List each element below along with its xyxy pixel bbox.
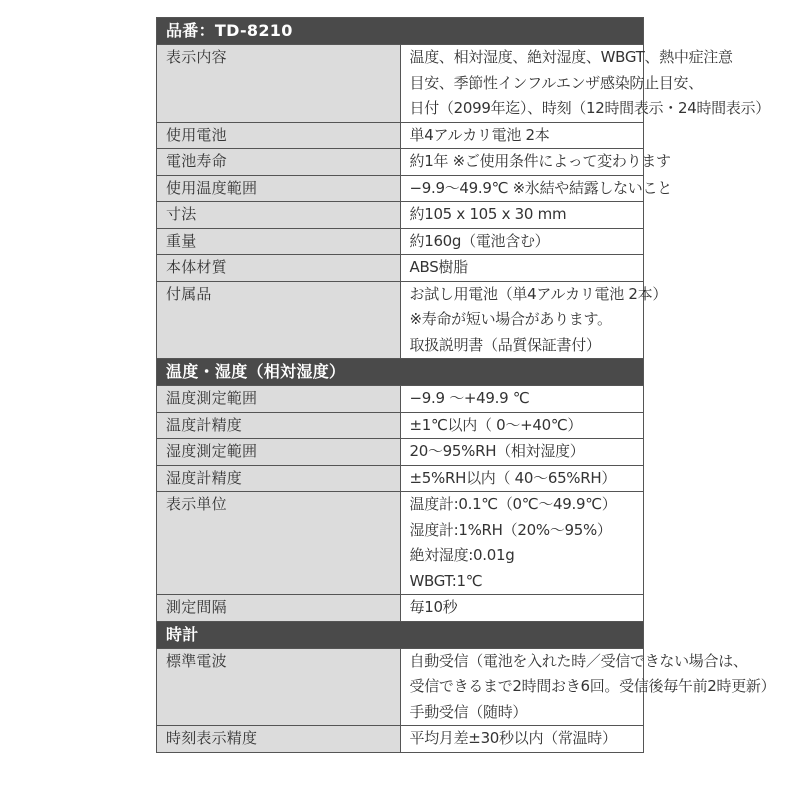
- spec-label: 時刻表示精度: [157, 726, 401, 753]
- spec-value-line: 温度計:0.1℃（0℃〜49.9℃）: [409, 495, 617, 513]
- spec-value: [400, 648, 776, 726]
- spec-value-line: 湿度計:1%RH（20%〜95%）: [409, 520, 612, 539]
- spec-row: [157, 726, 644, 753]
- spec-label: 寸法: [157, 202, 401, 229]
- spec-row: [157, 281, 644, 359]
- spec-label: 重量: [157, 228, 401, 255]
- spec-label: 電池寿命: [157, 149, 401, 176]
- section-header: [157, 621, 644, 648]
- spec-value: [400, 465, 644, 492]
- spec-value-line: 受信できるまで2時間おき6回。受信後毎午前2時更新）: [409, 677, 776, 695]
- spec-value-line: ±1℃以内（ 0〜+40℃）: [409, 415, 583, 434]
- spec-value-line: ※寿命が短い場合があります。: [409, 310, 612, 328]
- spec-label: 湿度計精度: [157, 465, 401, 492]
- spec-value-line: 温度、相対湿度、絶対湿度、WBGT、熱中症注意: [409, 48, 733, 66]
- spec-value-line: 単4アルカリ電池 2本: [409, 125, 550, 144]
- spec-value-line: 絶対湿度:0.01g: [409, 546, 515, 564]
- spec-value-line: 目安、季節性インフルエンザ感染防止目安、: [409, 73, 703, 92]
- spec-row: [157, 175, 644, 202]
- spec-label: 温度計精度: [157, 412, 401, 439]
- spec-label: 表示単位: [157, 492, 401, 595]
- spec-value: [400, 412, 644, 439]
- spec-label: 温度測定範囲: [157, 386, 401, 413]
- spec-row: [157, 439, 644, 466]
- spec-row: [157, 228, 644, 255]
- spec-table: [156, 17, 776, 753]
- spec-value: [400, 45, 770, 123]
- section-title: 品番：TD-8210: [157, 18, 644, 45]
- spec-label: 測定間隔: [157, 595, 401, 622]
- section-header: [157, 359, 644, 386]
- spec-value-line: ABS樹脂: [409, 258, 468, 276]
- spec-value: [400, 255, 644, 282]
- spec-value-line: WBGT:1℃: [409, 571, 483, 590]
- spec-row: [157, 412, 644, 439]
- spec-row: [157, 202, 644, 229]
- spec-label: 本体材質: [157, 255, 401, 282]
- spec-value: [400, 439, 644, 466]
- spec-value-line: −9.9 〜+49.9 ℃: [409, 389, 530, 407]
- spec-value: [400, 595, 644, 622]
- section-title: 温度・湿度（相対湿度）: [157, 359, 644, 386]
- section-header: [157, 18, 644, 45]
- spec-row: [157, 492, 644, 595]
- spec-label: 表示内容: [157, 45, 401, 123]
- spec-row: [157, 595, 644, 622]
- spec-value: [400, 281, 668, 359]
- spec-label: 標準電波: [157, 648, 401, 726]
- spec-value: [400, 492, 644, 595]
- spec-value: [400, 202, 644, 229]
- spec-value: [400, 386, 644, 413]
- spec-label: 使用温度範囲: [157, 175, 401, 202]
- spec-label: 使用電池: [157, 122, 401, 149]
- spec-label: 湿度測定範囲: [157, 439, 401, 466]
- spec-row: [157, 149, 644, 176]
- spec-value-line: −9.9〜49.9℃ ※氷結や結露しないこと: [409, 178, 672, 197]
- spec-value-line: 取扱説明書（品質保証書付）: [409, 335, 601, 354]
- spec-row: [157, 255, 644, 282]
- spec-row: [157, 122, 644, 149]
- spec-row: [157, 465, 644, 492]
- spec-value: [400, 175, 672, 202]
- spec-value-line: ±5%RH以内（ 40〜65%RH）: [409, 468, 617, 487]
- spec-value-line: お試し用電池（単4アルカリ電池 2本）: [409, 284, 668, 303]
- spec-value: [400, 726, 644, 753]
- spec-value-line: 手動受信（随時）: [409, 702, 528, 721]
- spec-value: [400, 228, 644, 255]
- spec-value-line: 毎10秒: [409, 598, 458, 616]
- spec-value-line: 平均月差±30秒以内（常温時）: [409, 729, 617, 747]
- spec-label: 付属品: [157, 281, 401, 359]
- spec-value-line: 日付（2099年迄）、時刻（12時間表示・24時間表示）: [409, 99, 770, 117]
- spec-value-line: 約105 x 105 x 30 mm: [409, 205, 567, 223]
- section-title: 時計: [157, 621, 644, 648]
- spec-row: [157, 648, 644, 726]
- spec-value-line: 約160g（電池含む）: [409, 231, 550, 250]
- spec-value-line: 20〜95%RH（相対湿度）: [409, 442, 585, 460]
- spec-row: [157, 386, 644, 413]
- spec-row: [157, 45, 644, 123]
- spec-value-line: 自動受信（電池を入れた時／受信できない場合は、: [409, 651, 748, 670]
- spec-value: [400, 122, 644, 149]
- spec-value: [400, 149, 671, 176]
- spec-value-line: 約1年 ※ご使用条件によって変わります: [409, 152, 671, 170]
